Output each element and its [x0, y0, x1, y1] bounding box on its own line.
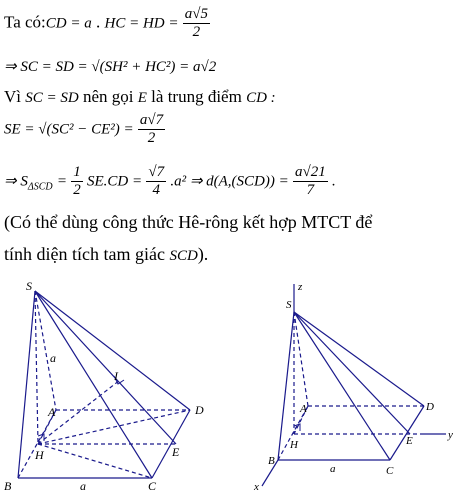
line-3: Vì SC = SD nên gọi E là trung điểm CD : [4, 87, 276, 106]
label-h: H [35, 448, 44, 462]
eq-se: SE = √(SC² − CE²) = [4, 121, 134, 138]
label-a: A [300, 403, 307, 415]
edge-sb [18, 291, 35, 478]
edge-sh [35, 291, 38, 444]
label-c: C [386, 465, 394, 477]
edge-sd [294, 312, 424, 406]
edge-sa [294, 312, 308, 406]
edge-sb [278, 312, 294, 460]
edge-hc [38, 444, 152, 478]
label-b: B [4, 479, 12, 492]
label-y: y [448, 429, 453, 441]
frac-a-sqrt21-7: $\frac{a√21}{7}$ [295, 164, 326, 198]
edge-hd [38, 410, 190, 444]
label-a-side: a [50, 351, 56, 365]
label-x: x [254, 481, 259, 492]
intro-text: Ta có: [4, 12, 46, 32]
label-z: z [298, 282, 303, 293]
eq-sc-sd: ⇒ SC = SD = √(SH² + HC²) = a√2 [4, 59, 217, 75]
edge-cd [390, 406, 424, 460]
edge-sc [294, 312, 390, 460]
frac-sqrt7-4: $\frac{√7}{4}$ [148, 164, 165, 198]
label-b: B [268, 455, 275, 467]
label-c: C [148, 479, 157, 492]
label-a: A [48, 405, 56, 419]
frac-half: $\frac{1}{2}$ [73, 164, 81, 198]
label-h: H [290, 439, 298, 451]
label-s: S [26, 279, 32, 293]
label-a-bottom: a [330, 463, 336, 475]
label-d: D [426, 401, 434, 413]
line-6: (Có thể dùng công thức Hê-rông kết hợp MTCT để [4, 212, 373, 232]
figure-pyramid-2 [250, 282, 464, 492]
edge-sc [35, 291, 152, 478]
edge-sd [35, 291, 190, 410]
eq-cd: CD = a [45, 15, 92, 32]
eq-hc-hd: HC = HD = [104, 15, 179, 32]
line-7: tính diện tích tam giác SCD). [4, 244, 209, 264]
frac-a-sqrt5-2: $\frac{a√5}{2}$ [184, 6, 208, 40]
label-a-bottom: a [80, 479, 86, 492]
line-5: ⇒ $S_{\Delta SCD}$ = $\frac{1}{2}$ SE.CD = $\frac{√7}{4}$ .a² ⇒ d(A,(SCD)) = $\frac{a√21}{7}$ . [4, 164, 336, 198]
label-e: E [406, 435, 413, 447]
label-s: S [286, 299, 292, 311]
label-i: I [114, 369, 118, 383]
edge-se [294, 312, 410, 434]
line-2 [4, 56, 216, 76]
frac-a-sqrt7-2: $\frac{a√7}{2}$ [139, 112, 164, 146]
figure-pyramid-1 [0, 276, 230, 492]
line-1: Ta có:CD = a . HC = HD = $\frac{a√5}{2}$ [4, 6, 208, 40]
line-4 [4, 112, 165, 147]
edge-se [35, 291, 176, 444]
label-d: D [195, 403, 204, 417]
label-e: E [172, 445, 180, 459]
